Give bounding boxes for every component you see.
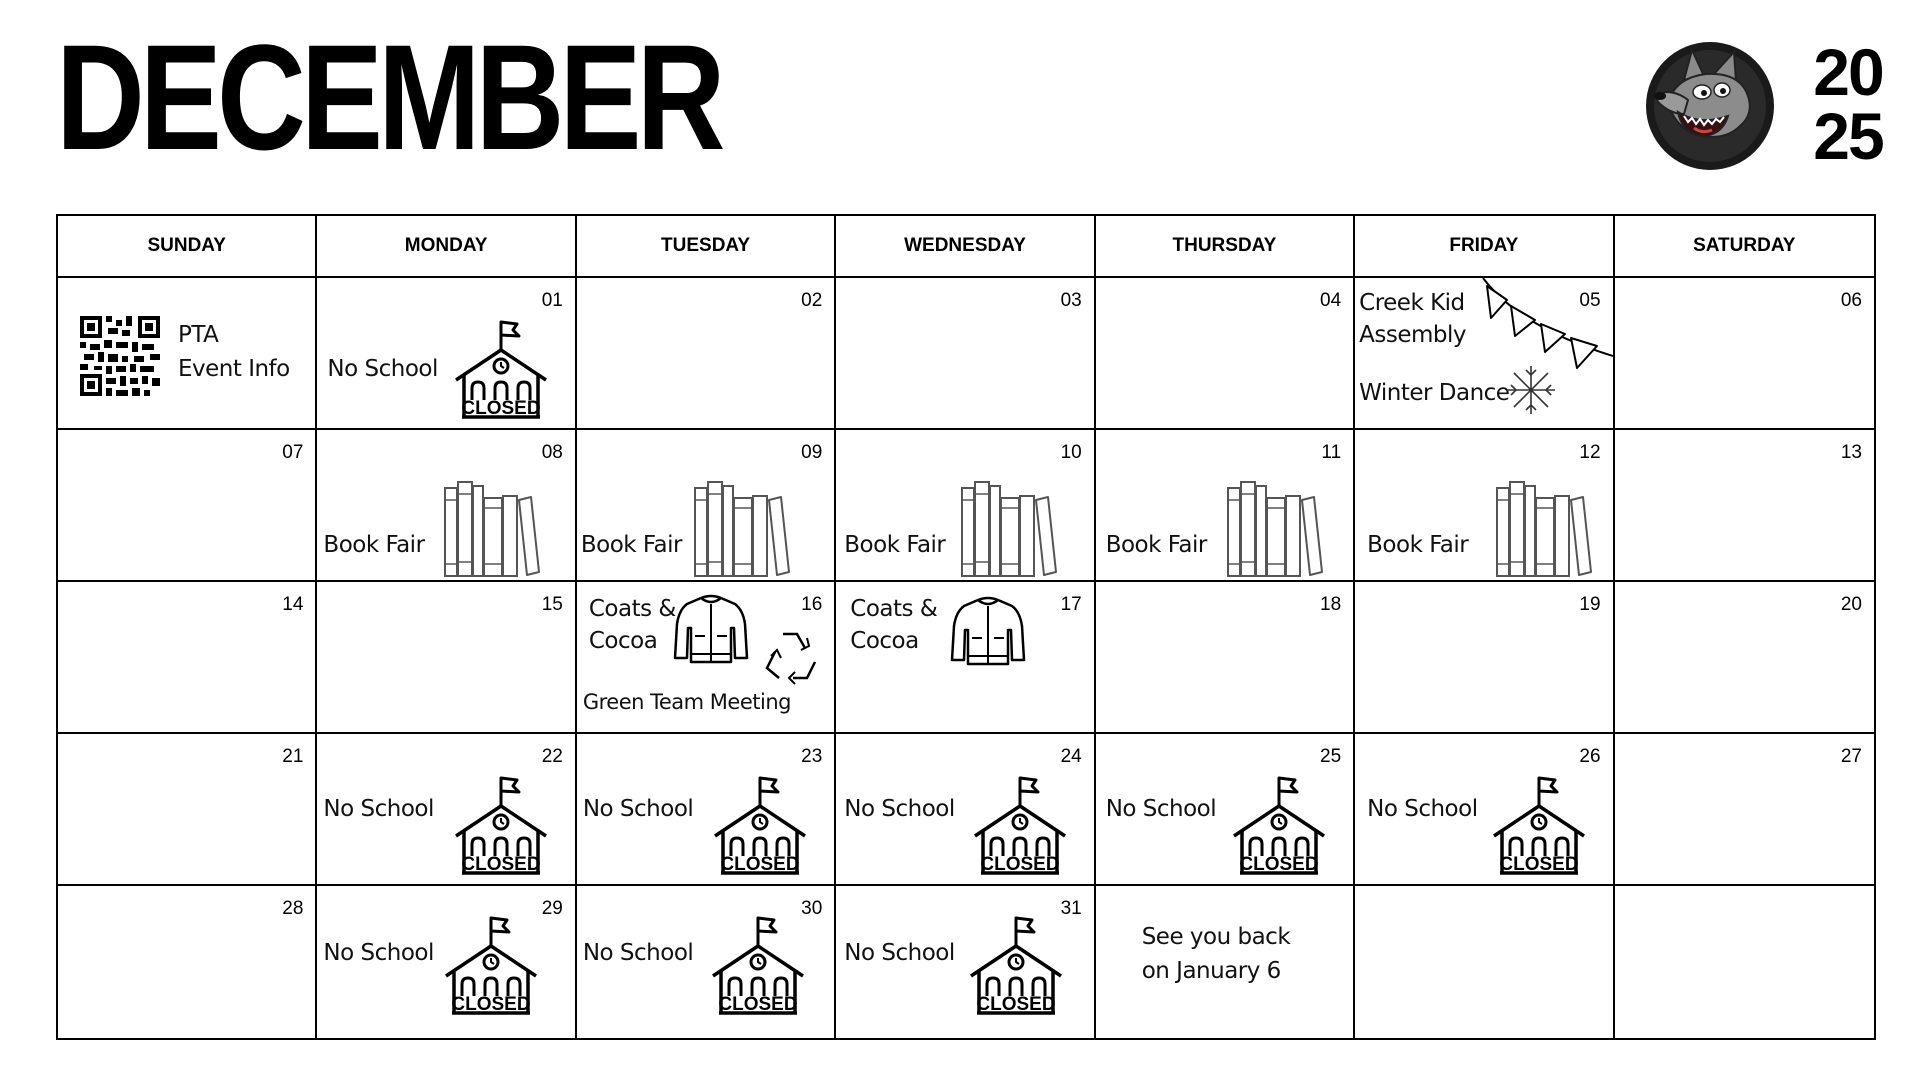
day-number: 20 bbox=[1840, 594, 1862, 615]
day-number: 01 bbox=[541, 290, 563, 311]
event-assembly-line-1: Creek Kid bbox=[1359, 290, 1465, 316]
event-coats-line-1: Coats & bbox=[850, 596, 938, 622]
event-no-school: No School bbox=[582, 940, 694, 966]
cell-day-14 bbox=[58, 582, 317, 734]
day-number: 29 bbox=[541, 898, 563, 919]
closed-label: CLOSED bbox=[976, 994, 1056, 1015]
day-number: 24 bbox=[1060, 746, 1082, 767]
school-closed-icon bbox=[972, 774, 1068, 876]
event-no-school: No School bbox=[844, 940, 955, 966]
event-no-school: No School bbox=[844, 796, 955, 822]
school-closed-icon bbox=[712, 774, 808, 876]
cell-day-31 bbox=[836, 886, 1095, 1038]
school-closed-icon bbox=[1231, 774, 1327, 876]
cell-day-15 bbox=[317, 582, 576, 734]
closed-label: CLOSED bbox=[980, 854, 1060, 875]
school-closed-icon bbox=[710, 914, 806, 1016]
day-number: 17 bbox=[1060, 594, 1082, 615]
day-number: 26 bbox=[1579, 746, 1601, 767]
closed-label: CLOSED bbox=[461, 854, 541, 875]
cell-day-22 bbox=[317, 734, 576, 886]
day-number: 02 bbox=[801, 290, 823, 311]
calendar-grid bbox=[56, 214, 1876, 1040]
cell-day-02 bbox=[577, 278, 836, 430]
cell-day-01 bbox=[317, 278, 576, 430]
day-number: 27 bbox=[1840, 746, 1862, 767]
pta-label-line-2: Event Info bbox=[178, 356, 290, 382]
day-number: 22 bbox=[541, 746, 563, 767]
weekday-thursday: THURSDAY bbox=[1096, 216, 1355, 278]
cell-day-23 bbox=[577, 734, 836, 886]
coat-icon bbox=[948, 594, 1028, 668]
day-number: 21 bbox=[282, 746, 304, 767]
books-icon bbox=[691, 480, 791, 578]
month-title: DECEMBER bbox=[56, 13, 721, 181]
school-closed-icon bbox=[443, 914, 539, 1016]
event-coats-line-2: Cocoa bbox=[588, 628, 658, 654]
day-number: 30 bbox=[801, 898, 823, 919]
cell-empty bbox=[1355, 886, 1614, 1038]
books-icon bbox=[441, 480, 541, 578]
day-number: 12 bbox=[1579, 442, 1601, 463]
day-number: 31 bbox=[1060, 898, 1082, 919]
school-closed-icon bbox=[453, 774, 549, 876]
closed-label: CLOSED bbox=[1239, 854, 1319, 875]
coat-icon bbox=[671, 592, 751, 666]
weekday-tuesday: TUESDAY bbox=[577, 216, 836, 278]
event-book-fair: Book Fair bbox=[1105, 532, 1207, 558]
year-line-2: 25 bbox=[1813, 99, 1883, 173]
day-number: 06 bbox=[1840, 290, 1862, 311]
closed-label: CLOSED bbox=[718, 994, 798, 1015]
year bbox=[1806, 35, 1890, 173]
cell-day-24 bbox=[836, 734, 1095, 886]
cell-day-07 bbox=[58, 430, 317, 582]
recycle-icon bbox=[761, 628, 821, 692]
books-icon bbox=[1224, 480, 1324, 578]
cell-day-10 bbox=[836, 430, 1095, 582]
weekday-sunday: SUNDAY bbox=[58, 216, 317, 278]
day-number: 13 bbox=[1840, 442, 1862, 463]
cell-day-26 bbox=[1355, 734, 1614, 886]
school-closed-icon bbox=[1491, 774, 1587, 876]
day-number: 25 bbox=[1320, 746, 1342, 767]
event-book-fair: Book Fair bbox=[323, 532, 425, 558]
back-note-line-2: on January 6 bbox=[1141, 958, 1281, 984]
day-number: 08 bbox=[541, 442, 563, 463]
event-winter-dance: Winter Dance bbox=[1359, 380, 1510, 406]
cell-day-21 bbox=[58, 734, 317, 886]
books-icon bbox=[958, 480, 1058, 578]
cell-day-29 bbox=[317, 886, 576, 1038]
cell-day-20 bbox=[1615, 582, 1874, 734]
cell-day-25 bbox=[1096, 734, 1355, 886]
cell-day-06 bbox=[1615, 278, 1874, 430]
cell-day-27 bbox=[1615, 734, 1874, 886]
day-number: 11 bbox=[1321, 442, 1342, 463]
day-number: 15 bbox=[541, 594, 563, 615]
cell-day-13 bbox=[1615, 430, 1874, 582]
back-note-line-1: See you back bbox=[1141, 924, 1291, 950]
school-closed-icon bbox=[968, 914, 1064, 1016]
snowflake-icon bbox=[1505, 364, 1557, 416]
event-no-school: No School bbox=[1105, 796, 1217, 822]
weekday-wednesday: WEDNESDAY bbox=[836, 216, 1095, 278]
event-book-fair: Book Fair bbox=[1367, 532, 1469, 558]
cell-empty bbox=[1615, 886, 1874, 1038]
cell-pta-info bbox=[58, 278, 317, 430]
cell-day-18 bbox=[1096, 582, 1355, 734]
cell-see-you-back bbox=[1096, 886, 1355, 1038]
weekday-friday: FRIDAY bbox=[1355, 216, 1614, 278]
event-no-school: No School bbox=[327, 356, 438, 382]
day-number: 09 bbox=[801, 442, 823, 463]
day-number: 05 bbox=[1579, 290, 1601, 311]
event-coats-line-2: Cocoa bbox=[850, 628, 919, 654]
closed-label: CLOSED bbox=[451, 994, 531, 1015]
event-book-fair: Book Fair bbox=[580, 532, 682, 558]
cell-day-09 bbox=[577, 430, 836, 582]
closed-label: CLOSED bbox=[461, 398, 541, 419]
event-no-school: No School bbox=[1367, 796, 1478, 822]
cell-day-04 bbox=[1096, 278, 1355, 430]
pta-label-line-1: PTA bbox=[178, 322, 219, 348]
cell-day-08 bbox=[317, 430, 576, 582]
event-book-fair: Book Fair bbox=[844, 532, 946, 558]
cell-day-30 bbox=[577, 886, 836, 1038]
day-number: 14 bbox=[282, 594, 304, 615]
day-number: 18 bbox=[1320, 594, 1342, 615]
event-coats-line-1: Coats & bbox=[588, 596, 676, 622]
event-no-school: No School bbox=[323, 940, 434, 966]
cell-day-12 bbox=[1355, 430, 1614, 582]
cell-day-16 bbox=[577, 582, 836, 734]
event-green-team: Green Team Meeting bbox=[582, 690, 791, 714]
event-assembly-line-2: Assembly bbox=[1359, 322, 1466, 348]
weekday-monday: MONDAY bbox=[317, 216, 576, 278]
day-number: 19 bbox=[1579, 594, 1601, 615]
cell-day-05 bbox=[1355, 278, 1614, 430]
cell-day-19 bbox=[1355, 582, 1614, 734]
wolf-mascot-logo bbox=[1644, 40, 1776, 172]
day-number: 07 bbox=[282, 442, 304, 463]
cell-day-28 bbox=[58, 886, 317, 1038]
closed-label: CLOSED bbox=[720, 854, 800, 875]
closed-label: CLOSED bbox=[1498, 854, 1579, 875]
qr-code-icon bbox=[80, 316, 160, 396]
event-no-school: No School bbox=[582, 796, 694, 822]
day-number: 04 bbox=[1320, 290, 1342, 311]
weekday-saturday: SATURDAY bbox=[1615, 216, 1874, 278]
day-number: 10 bbox=[1060, 442, 1082, 463]
event-no-school: No School bbox=[323, 796, 434, 822]
day-number: 23 bbox=[801, 746, 823, 767]
cell-day-11 bbox=[1096, 430, 1355, 582]
day-number: 16 bbox=[801, 594, 823, 615]
day-number: 28 bbox=[282, 898, 304, 919]
year-line-1: 20 bbox=[1813, 35, 1883, 109]
cell-day-03 bbox=[836, 278, 1095, 430]
day-number: 03 bbox=[1060, 290, 1082, 311]
school-closed-icon bbox=[453, 318, 549, 420]
books-icon bbox=[1493, 480, 1593, 578]
cell-day-17 bbox=[836, 582, 1095, 734]
